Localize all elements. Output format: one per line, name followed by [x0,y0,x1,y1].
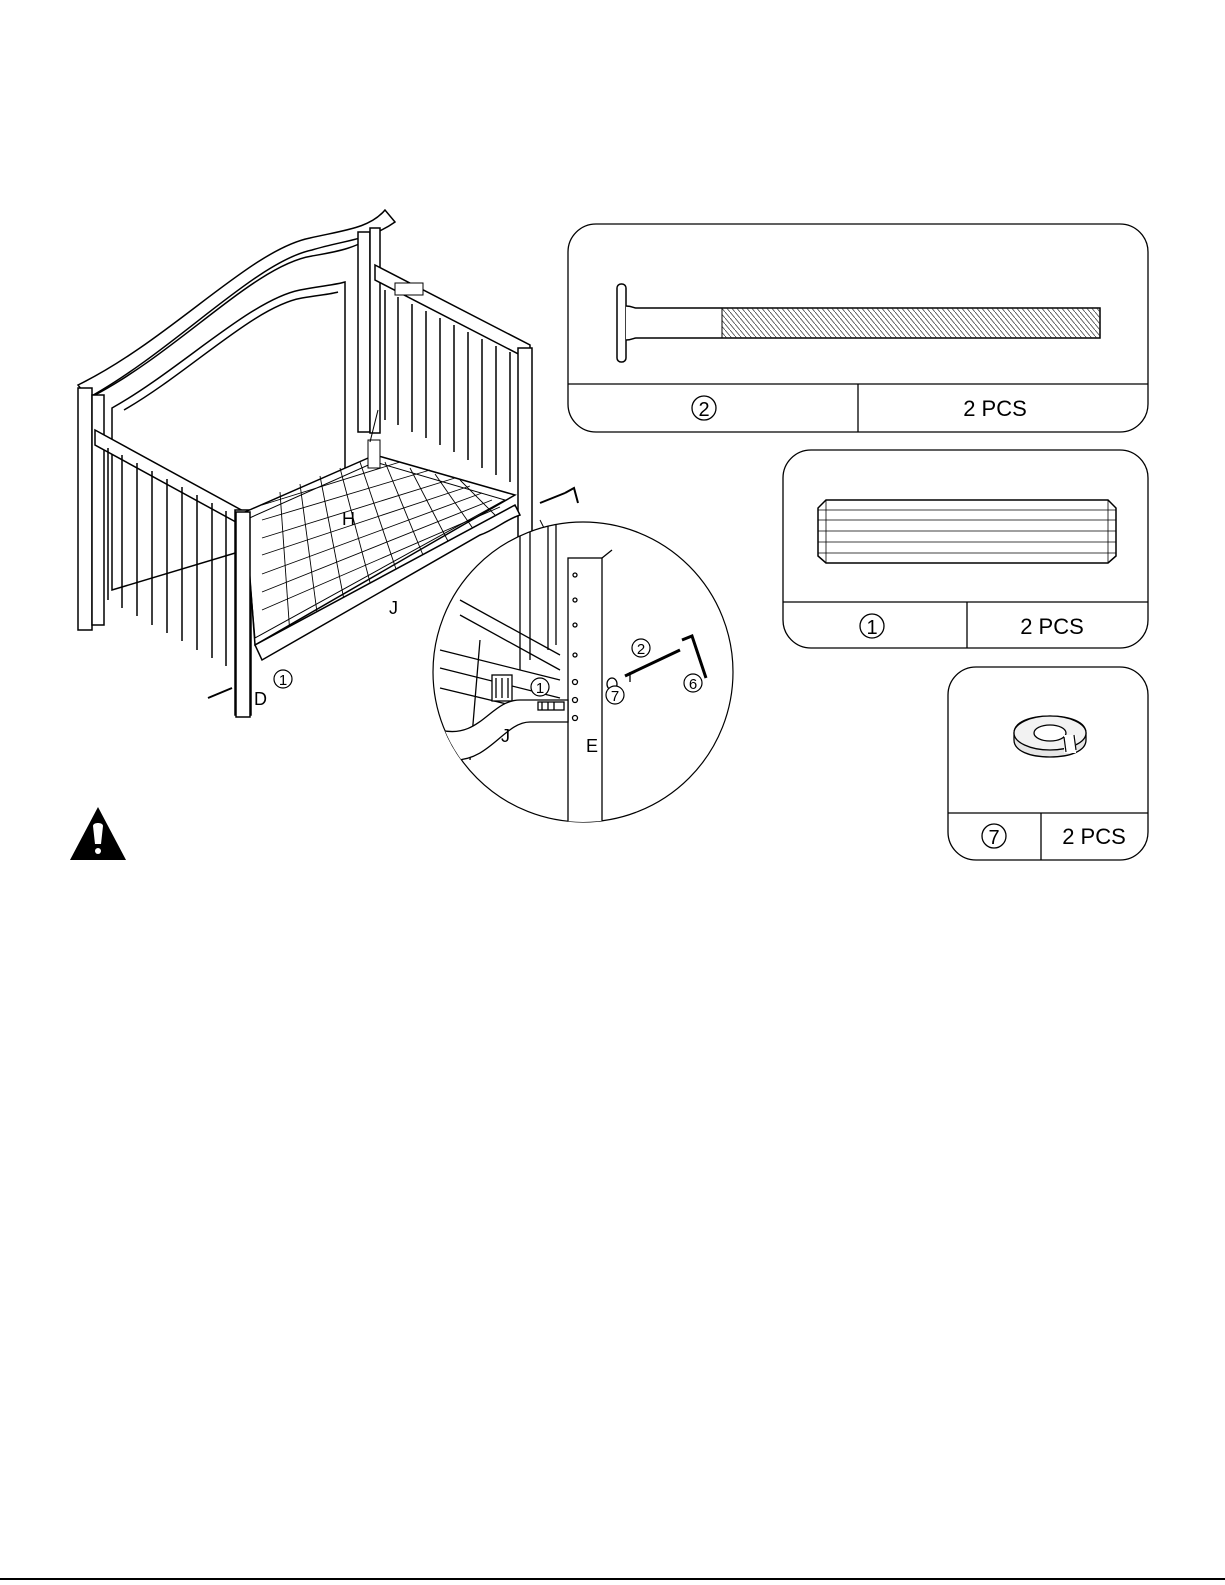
svg-text:2: 2 [698,399,710,421]
callout-detail-wrench [684,674,702,693]
hardware-card-bolt [568,224,1148,432]
label-detail-post: E [586,736,599,756]
lock-washer-icon [1014,716,1086,757]
callout-detail-washer [606,686,624,705]
svg-text:6: 6 [688,676,698,693]
callout-detail-bolt [632,639,650,658]
label-front-rail: J [389,598,398,618]
warning-triangle-icon [70,807,126,860]
svg-text:1: 1 [278,672,288,689]
callout-dowel-main [274,670,292,689]
page-bottom-rule [0,1578,1225,1580]
svg-text:2: 2 [636,641,646,658]
svg-text:7: 7 [988,827,1000,849]
part-quantity: 2 PCS [963,396,1027,421]
svg-text:1: 1 [866,617,878,639]
part-quantity: 2 PCS [1062,824,1126,849]
dowel-icon [818,500,1116,563]
part-quantity: 2 PCS [1020,614,1084,639]
svg-text:1: 1 [535,680,545,697]
hardware-card-dowel [783,450,1148,648]
detail-magnifier [433,520,733,828]
label-detail-rail: J [501,726,510,746]
svg-text:7: 7 [610,688,620,705]
label-left-post: D [254,689,267,709]
label-mattress-support: H [342,509,355,529]
hardware-card-washer [948,667,1148,860]
callout-detail-dowel [531,678,549,697]
